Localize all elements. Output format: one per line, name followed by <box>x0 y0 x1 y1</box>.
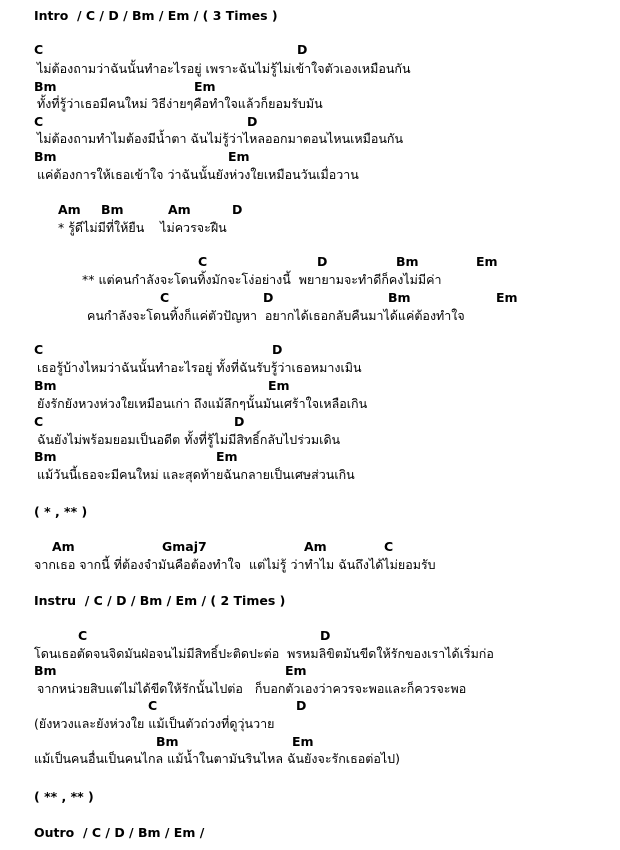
chord-label: C <box>384 539 394 554</box>
lyric-line: เธอรู้บ้างไหมว่าฉันนั้นทำอะไรอยู่ ทั้งที่ฉันรับรู้ว่าเธอหมางเมิน <box>37 360 362 375</box>
chord-label: C <box>148 698 158 713</box>
lyric-line: ไม่ต้องถามว่าฉันนั้นทำอะไรอยู่ เพราะฉันไม่รู้ไม่เข้าใจตัวเองเหมือนกัน <box>37 61 411 76</box>
lyric-line: ฉันยังไม่พร้อมยอมเป็นอดีต ทั้งที่รู้ไม่มีสิทธิ์กลับไปร่วมเดิน <box>37 432 341 447</box>
chord-label: D <box>232 202 243 217</box>
chord-label: Am <box>58 202 81 217</box>
chord-label: Am <box>168 202 191 217</box>
chord-label: C <box>160 290 170 305</box>
lyric-line: ** แต่คนกำลังจะโดนทิ้งมักจะโง่อย่างนี้ พยายามจะทำดีก็คงไม่มีค่า <box>82 272 442 287</box>
chord-label: D <box>263 290 274 305</box>
lyric-line: * รู้ดีไม่มีที่ให้ยืน ไม่ควรจะฝืน <box>58 220 227 235</box>
chord-label: Bm <box>396 254 419 269</box>
chord-label: D <box>247 114 258 129</box>
chord-label: Bm <box>34 449 57 464</box>
lyric-line: แม้เป็นคนอื่นเป็นคนไกล แม้น้ำในตามันรินไหล ฉันยังจะรักเธอต่อไป) <box>34 751 400 766</box>
chord-label: Em <box>496 290 518 305</box>
lyric-line: จากเธอ จากนี้ ที่ต้องจำมันคือต้องทำใจ แต่ไม่รู้ ว่าทำไม ฉันถึงได้ไม่ยอมรับ <box>34 557 436 572</box>
chord-label: D <box>272 342 283 357</box>
chord-label: Em <box>216 449 238 464</box>
lyric-line: ยังรักยังหวงห่วงใยเหมือนเก่า ถึงแม้ลึกๆนั้นมันเศร้าใจเหลือเกิน <box>37 396 368 411</box>
chord-label: C <box>34 114 44 129</box>
chord-label: Bm <box>34 149 57 164</box>
section-heading: ( ** , ** ) <box>34 789 94 804</box>
chord-label: Bm <box>388 290 411 305</box>
chord-label: D <box>297 42 308 57</box>
chord-label: Em <box>228 149 250 164</box>
section-heading: Intro / C / D / Bm / Em / ( 3 Times ) <box>34 8 278 23</box>
chord-label: D <box>234 414 245 429</box>
chord-label: Bm <box>101 202 124 217</box>
chord-label: Bm <box>156 734 179 749</box>
lyric-line: ไม่ต้องถามทำไมต้องมีน้ำตา ฉันไม่รู้ว่าไหลออกมาตอนไหนเหมือนกัน <box>37 131 404 146</box>
chord-label: Bm <box>34 378 57 393</box>
chord-label: Em <box>285 663 307 678</box>
chord-label: C <box>34 342 44 357</box>
lyric-line: คนกำลังจะโดนทิ้งก็แค่ตัวปัญหา อยากได้เธอกลับคืนมาได้แค่ต้องทำใจ <box>87 308 465 323</box>
chord-label: C <box>34 414 44 429</box>
chord-label: Em <box>292 734 314 749</box>
chord-label: Am <box>52 539 75 554</box>
chord-label: C <box>198 254 208 269</box>
chord-label: Bm <box>34 663 57 678</box>
section-heading: ( * , ** ) <box>34 504 88 519</box>
chord-label: Bm <box>34 79 57 94</box>
chord-label: Gmaj7 <box>162 539 207 554</box>
section-heading: Outro / C / D / Bm / Em / <box>34 825 205 840</box>
lyric-line: แค่ต้องการให้เธอเข้าใจ ว่าฉันนั้นยังห่วงใยเหมือนวันเมื่อวาน <box>37 167 359 182</box>
lyric-line: ทั้งที่รู้ว่าเธอมีคนใหม่ วิธีง่ายๆคือทำใจแล้วก็ยอมรับมัน <box>37 96 323 111</box>
chord-label: D <box>296 698 307 713</box>
chord-label: Em <box>268 378 290 393</box>
lyric-line: แม้วันนี้เธอจะมีคนใหม่ และสุดท้ายฉันกลายเป็นเศษส่วนเกิน <box>37 467 355 482</box>
chord-label: D <box>317 254 328 269</box>
section-heading: Instru / C / D / Bm / Em / ( 2 Times ) <box>34 593 286 608</box>
chord-label: Em <box>476 254 498 269</box>
chord-label: C <box>34 42 44 57</box>
chord-label: Em <box>194 79 216 94</box>
lyric-line: โดนเธอตัดจนจิดมันฝ่อจนไม่มีสิทธิ์ปะติดปะต่อ พรหมลิขิตมันขีดให้รักของเราได้เริ่มก่อ <box>34 646 494 661</box>
lyric-line: (ยังหวงและยังห่วงใย แม้เป็นตัวถ่วงที่ดูวุ่นวาย <box>34 716 275 731</box>
chord-label: C <box>78 628 88 643</box>
chord-label: D <box>320 628 331 643</box>
chord-label: Am <box>304 539 327 554</box>
lyric-line: จากหน่วยสิบแต่ไม่ได้ขีดให้รักนั้นไปต่อ ก็บอกตัวเองว่าควรจะพอและก็ควรจะพอ <box>37 681 467 696</box>
